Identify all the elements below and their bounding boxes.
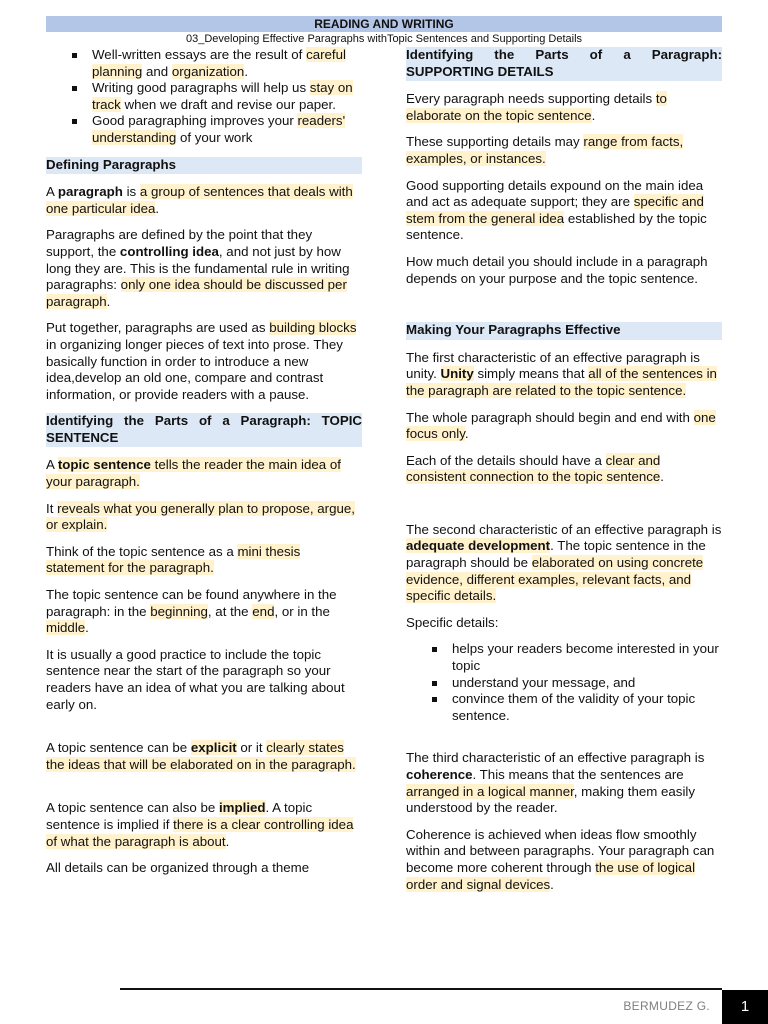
topic-sentence-heading: Identifying the Parts of a Paragraph: TOPIC SENTENCE [46, 413, 362, 447]
paragraph: The second characteristic of an effective paragraph is adequate development. The topic sentence in the paragraph should be elaborated on using concrete evidence, different examples, relevant facts, and specific details. [406, 521, 722, 604]
paragraph: Specific details: [406, 614, 499, 630]
spacer [406, 297, 722, 322]
spacer [46, 723, 362, 740]
paragraph: Good supporting details expound on the main idea and act as adequate support; they are specific and stem from the general idea established by the topic sentence. [406, 177, 707, 243]
paragraph: It reveals what you generally plan to propose, argue, or explain. [46, 500, 355, 533]
supporting-details-heading: Identifying the Parts of a Paragraph: SUPPORTING DETAILS [406, 47, 722, 81]
list-item: helps your readers become interested in your topic [452, 641, 722, 674]
spacer [406, 496, 722, 522]
paragraph: Put together, paragraphs are used as building blocks in organizing longer pieces of text into prose. They basically function in order to introduce a new idea,develop an old one, compare and contrast information, or provide readers with a pause. [46, 320, 357, 402]
list-item: Good paragraphing improves your readers' understanding of your work [92, 113, 362, 146]
effective-paragraphs-heading: Making Your Paragraphs Effective [406, 322, 722, 340]
footer-rule [120, 988, 722, 990]
paragraph: It is usually a good practice to include the topic sentence near the start of the paragraph so your readers have an idea of what you are talking about early on. [46, 646, 345, 712]
specific-details-list [406, 641, 722, 724]
paragraph: The first characteristic of an effective paragraph is unity. Unity simply means that all of the sentences in the paragraph are related to the topic sentence. [406, 349, 717, 398]
paragraph: All details can be organized through a theme [46, 860, 310, 876]
list-item: Writing good paragraphs will help us stay on track when we draft and revise our paper. [92, 80, 362, 113]
paragraph: A topic sentence can also be implied. A topic sentence is implied if there is a clear controlling idea of what the paragraph is about. [46, 800, 354, 849]
paragraph: Each of the details should have a clear and consistent connection to the topic sentence. [406, 452, 664, 485]
intro-bullet-list [46, 47, 362, 147]
list-item: convince them of the validity of your topic sentence. [452, 691, 722, 724]
page-number: 1 [722, 990, 768, 1024]
paragraph: Every paragraph needs supporting details to elaborate on the topic sentence. [406, 91, 667, 123]
paragraph: A topic sentence tells the reader the main idea of your paragraph. [46, 457, 341, 490]
paragraph: These supporting details may range from facts, examples, or instances. [406, 134, 684, 166]
paragraph: The topic sentence can be found anywhere in the paragraph: in the beginning, at the end, or in the middle. [46, 587, 337, 636]
document-title: READING AND WRITING [46, 16, 722, 32]
paragraph: Paragraphs are defined by the point that they support, the controlling idea, and not just by how long they are. This is the fundamental rule in writing paragraphs: only one idea should be discussed per paragraph. [46, 227, 350, 309]
paragraph: A paragraph is a group of sentences that deals with one particular idea. [46, 184, 353, 216]
spacer [406, 734, 722, 750]
right-column [406, 47, 722, 903]
paragraph: Coherence is achieved when ideas flow smoothly within and between paragraphs. Your paragraph can become more coherent through the use of logical order and signal devices. [406, 826, 715, 892]
paragraph: Think of the topic sentence as a mini thesis statement for the paragraph. [46, 543, 301, 576]
list-item: understand your message, and [452, 675, 722, 692]
left-column [46, 47, 362, 887]
paragraph: The third characteristic of an effective paragraph is coherence. This means that the sentences are arranged in a logical manner, making them easily understood by the reader. [406, 750, 705, 816]
document-subtitle: 03_Developing Effective Paragraphs withTopic Sentences and Supporting Details [185, 33, 583, 45]
spacer [46, 783, 362, 800]
list-item: Well-written essays are the result of careful planning and organization. [92, 47, 362, 80]
paragraph: How much detail you should include in a paragraph depends on your purpose and the topic sentence. [406, 253, 708, 286]
paragraph: A topic sentence can be explicit or it clearly states the ideas that will be elaborated on in the paragraph. [46, 740, 356, 772]
defining-paragraphs-heading: Defining Paragraphs [46, 157, 362, 175]
paragraph: The whole paragraph should begin and end with one focus only. [406, 409, 716, 442]
footer-author: BERMUDEZ G. [623, 999, 710, 1013]
